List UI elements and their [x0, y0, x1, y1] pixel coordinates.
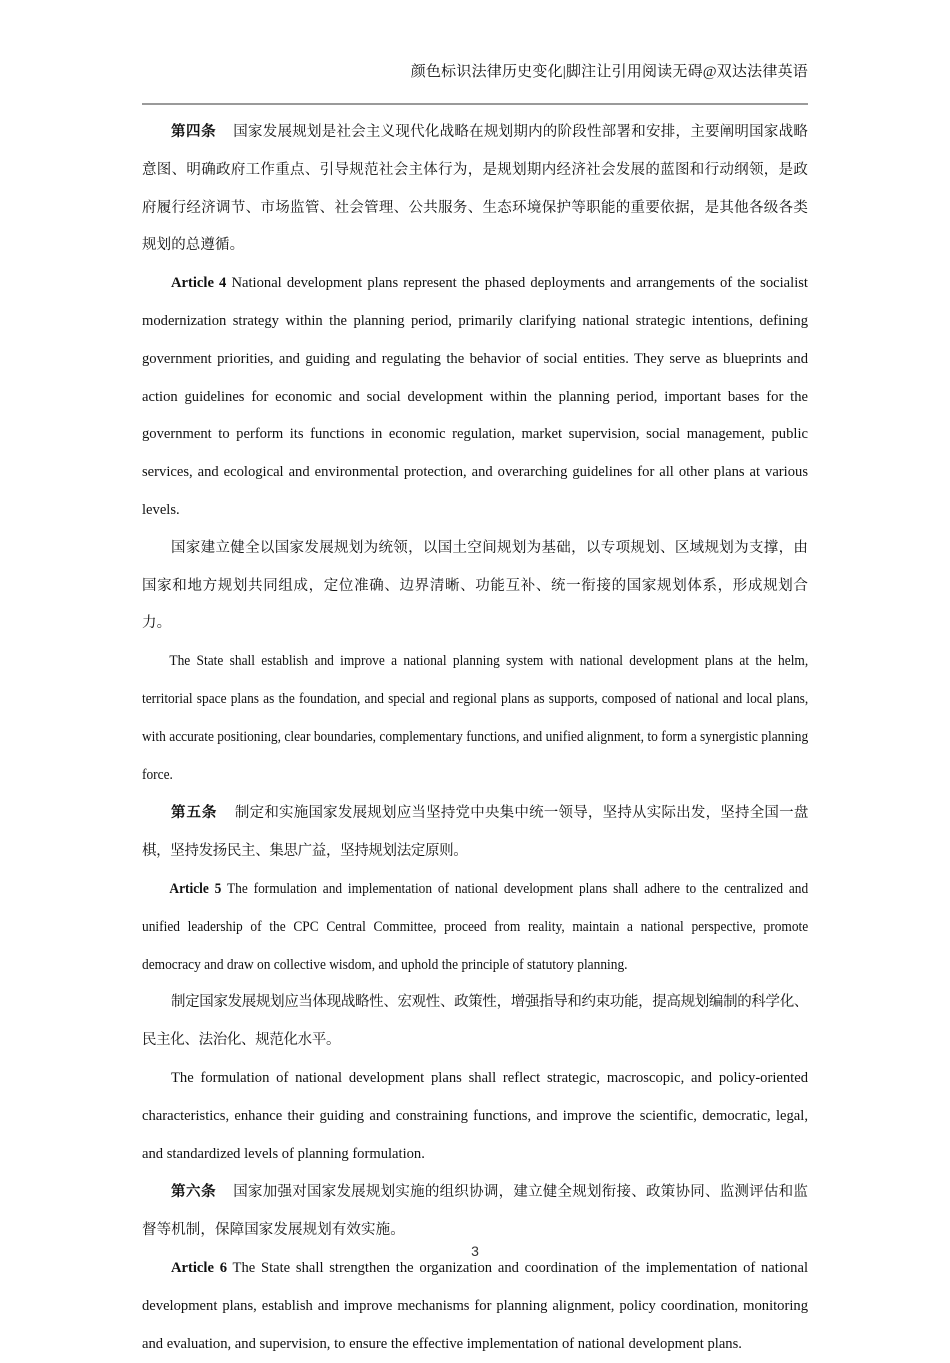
article-6-en-text: The State shall strengthen the organization and coordination of the implementation of national development plans, establish and improve mechanisms for planning alignment, policy coordination, monitoring and evaluation, and supervision, to ensure the effective implementation of national development plans. — [142, 1259, 809, 1352]
article-6-zh-text: 国家加强对国家发展规划实施的组织协调，建立健全规划衔接、政策协同、监测评估和监督等机制，保障国家发展规划有效实施。 — [142, 1184, 808, 1239]
article-5-en-text: The formulation and implementation of national development plans shall adhere to the centralized and unified leadership of the CPC Central Committee, proceed from reality, maintain a national perspective, promote democracy and draw on collective wisdom, and uphold the principle of statutory planning. — [142, 880, 809, 973]
article-4-zh-text-2: 国家建立健全以国家发展规划为统领，以国土空间规划为基础，以专项规划、区域规划为支撑，由国家和地方规划共同组成，定位准确、边界清晰、功能互补、统一衔接的国家规划体系，形成规划合力。 — [142, 539, 808, 632]
article-5-zh-marker: 第五条 — [171, 804, 218, 822]
article-4-zh-paragraph — [142, 113, 808, 265]
article-5-zh-paragraph-2 — [142, 984, 808, 1060]
page-number: 3 — [471, 1243, 479, 1259]
article-4-zh-paragraph-2 — [142, 530, 808, 643]
article-4-zh-text: 国家发展规划是社会主义现代化战略在规划期内的阶段性部署和安排，主要阐明国家战略意图、明确政府工作重点、引导规范社会主体行为，是规划期内经济社会发展的蓝图和行动纲领，是政府履行经济调节、市场监管、社会管理、公共服务、生态环境保护等职能的重要依据，是其他各级各类规划的总遵循。 — [142, 124, 808, 254]
article-6-zh-marker: 第六条 — [171, 1183, 217, 1201]
article-5-en-text-2: The formulation of national development plans shall reflect strategic, macroscopic, and policy-oriented characteristics, enhance their guiding and constraining functions, and improve the scientific, democratic, legal, and standardized levels of planning formulation. — [142, 1069, 808, 1162]
article-5-zh-text-2: 制定国家发展规划应当体现战略性、宏观性、政策性，增强指导和约束功能，提高规划编制的科学化、民主化、法治化、规范化水平。 — [142, 994, 808, 1049]
article-4-en-text: National development plans represent the phased deployments and arrangements of the socialist modernization strategy within the planning period, primarily clarifying national strategic intentions, defining government priorities, and guiding and regulating the behavior of social entities. They serve as blueprints and action guidelines for economic and social development within the planning period, important bases for the government to perform its functions in economic regulation, market supervision, social management, public services, and ecological and environmental protection, and overarching guidelines for all other plans at various levels. — [142, 275, 808, 518]
article-5-en-marker: Article 5 — [169, 880, 222, 897]
article-6-en-marker: Article 6 — [171, 1259, 228, 1276]
article-5-zh-text: 制定和实施国家发展规划应当坚持党中央集中统一领导，坚持从实际出发，坚持全国一盘棋，坚持发扬民主、集思广益，坚持规划法定原则。 — [142, 805, 808, 860]
article-6-en-paragraph — [142, 1250, 808, 1363]
header-watermark-text: 颜色标识法律历史变化|脚注让引用阅读无碍@双达法律英语 — [410, 64, 808, 80]
header-divider-rule — [142, 103, 808, 105]
page-header — [142, 62, 808, 82]
article-6-zh-paragraph — [142, 1173, 808, 1250]
article-4-en-text-2: The State shall establish and improve a national planning system with national development plans at the helm, territorial space plans as the foundation, and special and regional plans as supports, composed of national and local plans, with accurate positioning, clear boundaries, complementary functions, and unified alignment, to form a synergistic planning force. — [142, 653, 809, 783]
article-5-zh-paragraph — [142, 794, 808, 871]
article-4-en-marker: Article 4 — [171, 275, 227, 292]
article-4-en-paragraph-2 — [142, 643, 808, 794]
article-5-en-paragraph — [142, 871, 808, 984]
article-4-zh-marker: 第四条 — [171, 123, 217, 140]
article-4-en-paragraph — [142, 265, 808, 530]
document-body — [142, 113, 808, 1363]
article-5-en-paragraph-2 — [142, 1060, 808, 1173]
